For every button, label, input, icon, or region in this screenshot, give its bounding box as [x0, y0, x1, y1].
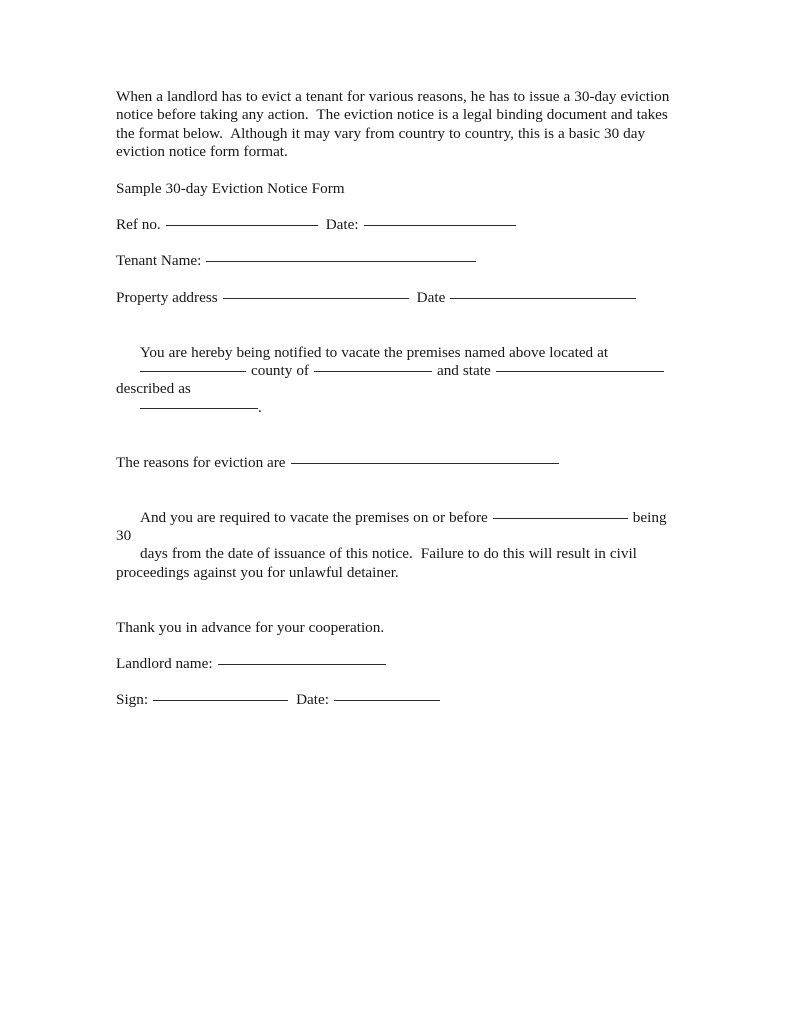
landlord-name-label: Landlord name:	[116, 654, 213, 672]
state-blank[interactable]	[496, 360, 664, 372]
sign-date-label: Date:	[296, 691, 329, 709]
sign-date-blank[interactable]	[334, 689, 440, 701]
form-title: Sample 30-day Eviction Notice Form	[116, 179, 345, 197]
county-blank[interactable]	[314, 360, 432, 372]
ref-no-and-date-line	[116, 216, 674, 234]
tenant-name-blank[interactable]	[206, 250, 476, 262]
required-vacate-paragraph	[116, 490, 674, 600]
property-address-line	[116, 289, 674, 307]
sign-label: Sign:	[116, 691, 149, 709]
and-state-label: and state	[436, 362, 491, 380]
sign-and-date-line	[116, 691, 674, 709]
vacate-date-blank[interactable]	[493, 507, 628, 519]
document-body	[116, 88, 674, 728]
reasons-blank[interactable]	[291, 452, 559, 464]
property-address-label: Property address	[116, 288, 218, 306]
required-vacate-rest: days from the date of issuance of this notice. Failure to do this will result in civil proceedings against you for unlawful detainer.	[116, 545, 641, 581]
landlord-name-line	[116, 655, 674, 673]
vacate-notice-paragraph	[116, 325, 674, 435]
landlord-name-blank[interactable]	[218, 653, 386, 665]
described-as-label: described as	[116, 380, 191, 398]
date-blank[interactable]	[364, 214, 516, 226]
date-label: Date:	[325, 216, 359, 234]
reasons-for-eviction-line	[116, 454, 674, 472]
reasons-label: The reasons for eviction are	[116, 453, 286, 471]
property-date-blank[interactable]	[450, 287, 636, 299]
county-of-label: county of	[250, 362, 309, 380]
tenant-name-line	[116, 252, 674, 270]
property-address-blank[interactable]	[223, 287, 409, 299]
closing-paragraph: Thank you in advance for your cooperation.	[116, 618, 385, 636]
description-blank[interactable]	[140, 397, 258, 409]
sign-blank[interactable]	[153, 689, 288, 701]
ref-no-blank[interactable]	[166, 214, 318, 226]
tenant-name-label: Tenant Name:	[116, 252, 202, 270]
required-vacate-prefix: And you are required to vacate the premises on or before	[139, 508, 488, 526]
description-period: .	[257, 398, 262, 416]
required-vacate-suffix: being 30	[116, 508, 671, 544]
property-date-label: Date	[416, 288, 446, 306]
ref-no-label: Ref no.	[116, 216, 161, 234]
intro-paragraph: When a landlord has to evict a tenant for various reasons, he has to issue a 30-day eviction notice before taking any action. The eviction notice is a legal binding document and takes the format below. Although it may vary from country to country, this is a basic 30 day eviction notice form format.	[116, 88, 674, 161]
location-blank[interactable]	[140, 360, 246, 372]
vacate-intro-text: You are hereby being notified to vacate the premises named above located at	[139, 343, 609, 361]
